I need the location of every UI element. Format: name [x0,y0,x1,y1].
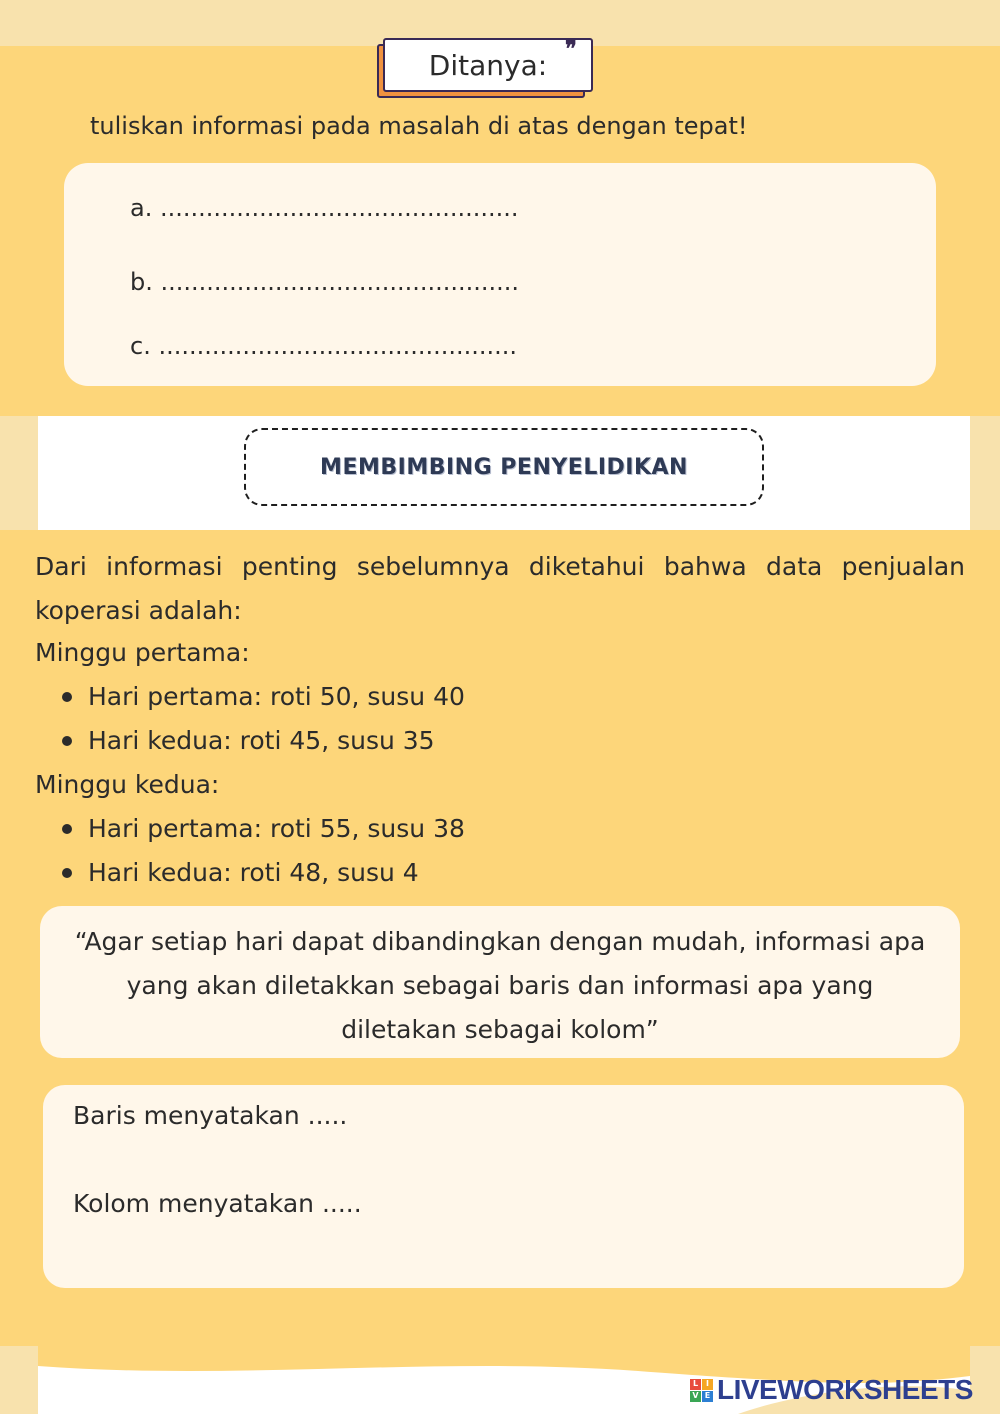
bullet-icon [62,692,72,702]
section-title: MEMBIMBING PENYELIDIKAN [320,454,688,480]
week-1-day-2-text: Hari kedua: roti 45, susu 35 [88,726,435,755]
instruction-text: tuliskan informasi pada masalah di atas dengan tepat! [90,112,748,140]
section-title-box [244,428,764,506]
week-2-title: Minggu kedua: [35,770,220,799]
brand-name: LIVEWORKSHEETS [717,1374,973,1405]
week-2-day-1 [62,814,465,843]
bullet-icon [62,736,72,746]
week-1-title: Minggu pertama: [35,638,250,667]
intro-paragraph: Dari informasi penting sebelumnya diketahui bahwa data penjualan koperasi adalah: [35,552,965,625]
answer-line-a[interactable]: a. ............................................... [130,194,519,222]
bullet-icon [62,824,72,834]
week-2-day-1-text: Hari pertama: roti 55, susu 38 [88,814,465,843]
ditanya-text: Ditanya: [428,48,548,82]
quote-mark-icon: ❞ [565,36,577,62]
question-quote-box [40,906,960,1058]
bullet-icon [62,868,72,878]
ditanya-card [383,38,593,92]
week-2-day-2 [62,858,419,887]
liveworksheets-logo-icon: L I V E [690,1379,713,1402]
answer-line-c[interactable]: c. ............................................... [130,332,518,360]
question-quote: “Agar setiap hari dapat dibandingkan dengan mudah, informasi apa yang akan diletakkan sebagai baris dan informasi apa yang diletakan sebagai kolom” [74,927,926,1044]
week-2-day-2-text: Hari kedua: roti 48, susu 4 [88,858,419,887]
ditanya-label [377,38,593,98]
answer-kolom[interactable]: Kolom menyatakan ..... [73,1189,362,1218]
answer-baris[interactable]: Baris menyatakan ..... [73,1101,348,1130]
week-1-day-2 [62,726,435,755]
week-1-day-1-text: Hari pertama: roti 50, susu 40 [88,682,465,711]
liveworksheets-brand[interactable] [690,1372,973,1408]
answer-box-rows-columns[interactable] [43,1085,964,1288]
answer-line-b[interactable]: b. ............................................... [130,268,520,296]
week-1-day-1 [62,682,465,711]
